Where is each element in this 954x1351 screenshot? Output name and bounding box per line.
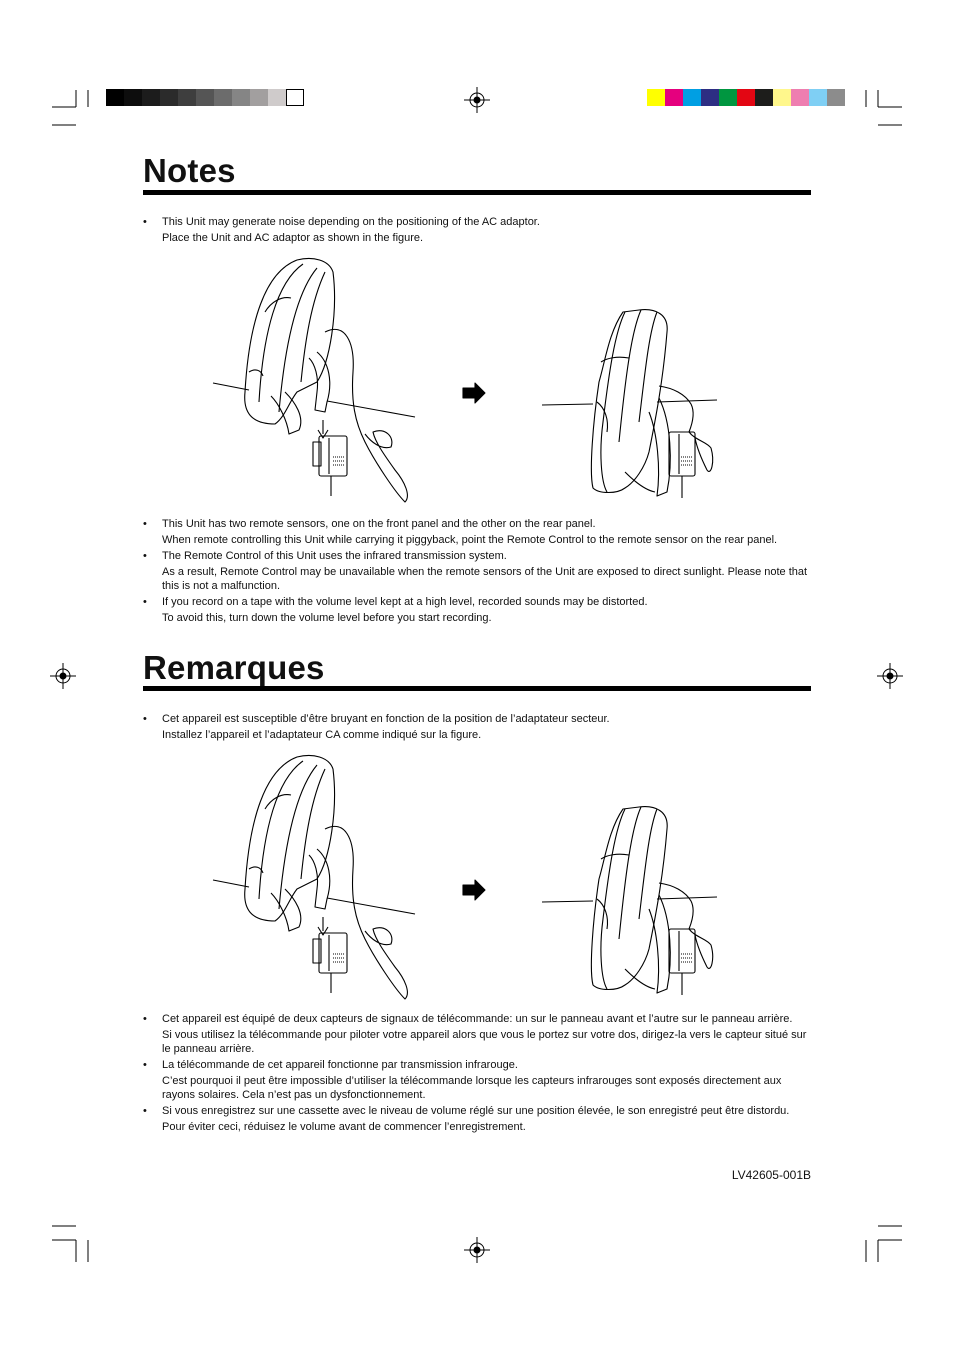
registration-mark-icon xyxy=(877,663,903,689)
color-swatch xyxy=(827,89,845,106)
note-line: Installez l’appareil et l’adaptateur CA comme indiqué sur la figure. xyxy=(162,729,482,741)
bullet: • xyxy=(143,713,147,725)
color-swatch xyxy=(809,89,827,106)
unit-incorrect-placement-illustration xyxy=(213,756,415,1000)
color-swatch xyxy=(683,89,701,106)
gray-swatch xyxy=(178,89,196,106)
note-line: Cet appareil est susceptible d’être bruyant en fonction de la position de l’adaptateur secteur. xyxy=(162,713,610,725)
list-item xyxy=(143,1103,815,1135)
adaptor-placement-figure xyxy=(205,252,725,507)
gray-swatch xyxy=(196,89,214,106)
remarques-intro xyxy=(143,711,815,743)
color-swatch xyxy=(791,89,809,106)
gray-swatch xyxy=(106,89,124,106)
gray-scale-bar xyxy=(106,89,304,106)
bullet: • xyxy=(143,518,147,530)
note-line: As a result, Remote Control may be unavailable when the remote sensors of the Unit are exposed to direct sunlight. Please note that this is not a malfunction. xyxy=(162,566,808,592)
page-title-remarques: Remarques xyxy=(143,649,325,686)
bullet: • xyxy=(143,1105,147,1117)
title-rule xyxy=(143,190,811,195)
note-line: Place the Unit and AC adaptor as shown in the figure. xyxy=(162,232,424,244)
gray-swatch xyxy=(214,89,232,106)
document-code: LV42605-001B xyxy=(731,1168,811,1182)
unit-incorrect-placement-illustration xyxy=(213,259,415,503)
color-swatch xyxy=(719,89,737,106)
list-item xyxy=(143,711,815,743)
bullet: • xyxy=(143,1059,147,1071)
bullet: • xyxy=(143,216,147,228)
note-line: This Unit may generate noise depending on the positioning of the AC adaptor. xyxy=(162,216,540,228)
note-line: This Unit has two remote sensors, one on the front panel and the other on the rear panel. xyxy=(162,518,596,530)
notes-intro xyxy=(143,214,815,246)
note-line: Si vous utilisez la télécommande pour piloter votre appareil alors que vous le portez sur votre dos, dirigez-la vers le capteur situé sur le panneau arrière. xyxy=(162,1029,807,1055)
color-swatch xyxy=(755,89,773,106)
note-line: If you record on a tape with the volume level kept at a high level, recorded sounds may be distorted. xyxy=(162,596,648,608)
gray-swatch xyxy=(286,89,304,106)
note-line: C’est pourquoi il peut être impossible d’utiliser la télécommande lorsque les capteurs infrarouges sont exposés directement aux rayons solaires. Cela n’est pas un dysfonctionnement. xyxy=(162,1075,782,1101)
note-line: When remote controlling this Unit while carrying it piggyback, point the Remote Control to the remote sensor on the rear panel. xyxy=(162,534,778,546)
note-line: Si vous enregistrez sur une cassette avec le niveau de volume réglé sur une position élevée, le son enregistré peut être distordu. xyxy=(162,1105,790,1117)
gray-swatch xyxy=(160,89,178,106)
color-swatch xyxy=(773,89,791,106)
registration-mark-icon xyxy=(464,1237,490,1263)
gray-swatch xyxy=(124,89,142,106)
bullet: • xyxy=(143,550,147,562)
gray-swatch xyxy=(142,89,160,106)
right-arrow-icon xyxy=(463,383,485,403)
gray-swatch xyxy=(232,89,250,106)
note-line: Pour éviter ceci, réduisez le volume avant de commencer l’enregistrement. xyxy=(162,1121,526,1133)
list-item xyxy=(143,516,815,548)
title-rule xyxy=(143,686,811,691)
color-scale-bar xyxy=(647,89,845,106)
note-line: Cet appareil est équipé de deux capteurs de signaux de télécommande: un sur le panneau avant et l’autre sur le panneau arrière. xyxy=(162,1013,793,1025)
unit-correct-placement-illustration xyxy=(542,807,717,995)
note-line: To avoid this, turn down the volume level before you start recording. xyxy=(162,612,492,624)
bullet: • xyxy=(143,596,147,608)
page-title-notes: Notes xyxy=(143,152,236,189)
list-item xyxy=(143,1057,815,1103)
notes-list xyxy=(143,516,815,626)
color-swatch xyxy=(701,89,719,106)
bullet: • xyxy=(143,1013,147,1025)
list-item xyxy=(143,1011,815,1057)
list-item xyxy=(143,548,815,594)
list-item xyxy=(143,594,815,626)
note-line: La télécommande de cet appareil fonctionne par transmission infrarouge. xyxy=(162,1059,518,1071)
color-swatch xyxy=(737,89,755,106)
registration-mark-icon xyxy=(50,663,76,689)
unit-correct-placement-illustration xyxy=(542,310,717,498)
registration-mark-icon xyxy=(464,87,490,113)
color-swatch xyxy=(665,89,683,106)
gray-swatch xyxy=(250,89,268,106)
remarques-list xyxy=(143,1011,815,1135)
gray-swatch xyxy=(268,89,286,106)
list-item xyxy=(143,214,815,246)
right-arrow-icon xyxy=(463,880,485,900)
color-swatch xyxy=(647,89,665,106)
note-line: The Remote Control of this Unit uses the infrared transmission system. xyxy=(162,550,507,562)
adaptor-placement-figure-fr xyxy=(205,749,725,1004)
